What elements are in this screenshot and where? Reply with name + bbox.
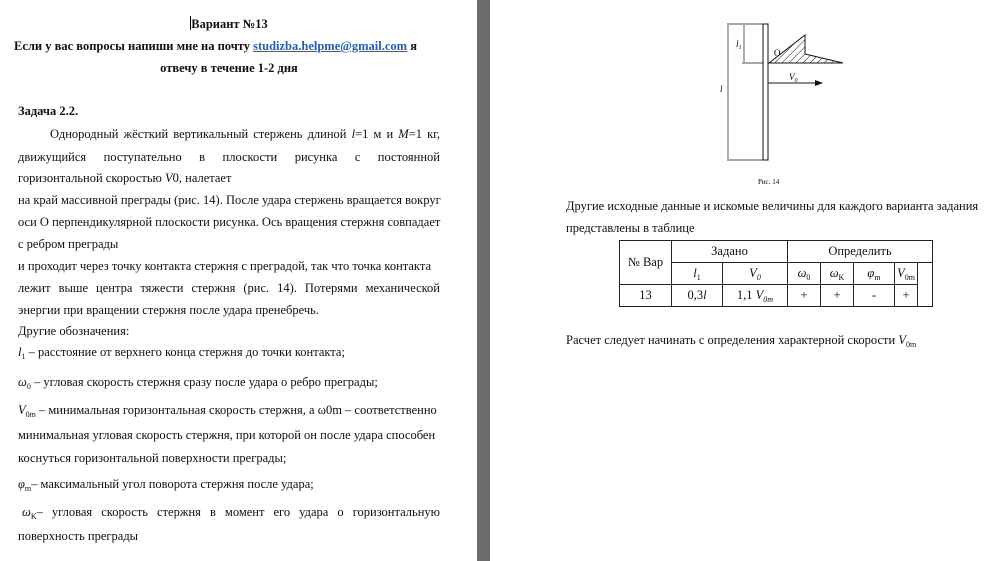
task-paragraph-line: и проходит через точку контакта стержня с преградой, так что точка контакта xyxy=(18,259,432,273)
cell-phim: - xyxy=(854,285,895,307)
page-divider xyxy=(477,0,490,561)
symbol: M xyxy=(398,127,409,141)
calc-line xyxy=(566,332,916,353)
notation-v0m xyxy=(18,402,440,423)
notation-omega0 xyxy=(18,374,440,395)
variant-table xyxy=(619,240,933,307)
contact-line-2: отвечу в течение 1-2 дня xyxy=(160,61,298,75)
text: горизонтальной скоростью xyxy=(18,171,165,185)
subscript: 0m xyxy=(25,410,36,419)
notation-omegaK-cont: поверхность преграды xyxy=(18,529,139,543)
text: Однородный жёсткий вертикальный стержень длиной xyxy=(50,127,352,141)
empty-cell xyxy=(918,263,933,307)
rod xyxy=(763,24,768,160)
table-row xyxy=(620,285,933,307)
notation-l1 xyxy=(18,344,440,365)
symbol: φ xyxy=(18,477,25,491)
notation-omegaK xyxy=(18,504,440,525)
text: – расстояние от верхнего конца стержня до точки контакта; xyxy=(25,345,345,359)
contact-line xyxy=(14,38,454,54)
task-paragraph-line xyxy=(18,170,440,186)
text: – угловая скорость стержня сразу после удара о ребро преграды; xyxy=(30,375,378,389)
text: – минимальная горизонтальная скорость стержня, а ω0m – соответственно xyxy=(35,403,437,417)
header-V0: $V_0$ xyxy=(723,263,788,285)
symbol: l xyxy=(18,345,22,359)
rod-diagram xyxy=(700,10,860,190)
label-l1: $l_1$ xyxy=(736,39,742,51)
text: – угловая скорость стержня в момент его удара о горизонтальную xyxy=(36,505,440,519)
task-paragraph-line: энергии при вращении стержня после удара пренебречь. xyxy=(18,303,320,317)
contact-suffix: я xyxy=(407,39,417,53)
header-phim: $\varphi_m$ xyxy=(854,263,895,285)
notation-v0m-cont: коснуться горизонтальной поверхности преграды; xyxy=(18,451,287,465)
task-heading: Задача 2.2. xyxy=(18,104,79,118)
symbol: V xyxy=(898,333,906,347)
title-text: Вариант №13 xyxy=(191,17,268,31)
symbol: V xyxy=(18,403,26,417)
text: Расчет следует начинать с определения характерной скорости xyxy=(566,333,899,347)
symbol: ω xyxy=(22,505,31,519)
task-paragraph-line: на край массивной преграды (рис. 14). После удара стержень вращается вокруг xyxy=(18,193,441,207)
subscript: 0m xyxy=(905,340,917,349)
right-text-line: Другие исходные данные и искомые величины для каждого варианта задания xyxy=(566,199,979,213)
subscript: K xyxy=(30,512,37,521)
cell-omega0: + xyxy=(788,285,821,307)
task-paragraph-line: Другие обозначения: xyxy=(18,324,130,338)
header-l1: $l_1$ xyxy=(672,263,723,285)
header-omegaK: $\omega_K$ xyxy=(821,263,854,285)
symbol: V xyxy=(165,171,173,185)
cell-l1: 0,3l xyxy=(672,285,723,307)
subscript: m xyxy=(24,484,32,493)
symbol: l xyxy=(351,127,356,141)
task-paragraph-line: оси О перпендикулярной плоскости рисунка. Ось вращения стержня совпадает xyxy=(18,215,441,229)
cell-omegaK: + xyxy=(821,285,854,307)
text: =1 м и xyxy=(355,127,399,141)
symbol: ω xyxy=(18,375,27,389)
header-V0m: $V_{0m}$ xyxy=(895,263,918,285)
text: =1 кг, xyxy=(408,127,441,141)
figure-14 xyxy=(700,10,860,195)
text: 0, налетает xyxy=(172,171,232,185)
notation-phim xyxy=(18,476,440,497)
right-text-line: представлены в таблице xyxy=(566,221,695,235)
email-link[interactable]: studizba.helpme@gmail.com xyxy=(253,39,408,53)
task-paragraph-line: лежит выше центра тяжести стержня (рис. 14). Потерями механической xyxy=(18,281,440,295)
document-title xyxy=(18,16,440,32)
subscript: 1 xyxy=(21,352,26,361)
header-var: № Вар xyxy=(620,241,672,285)
task-paragraph-line xyxy=(18,126,440,142)
label-O: O xyxy=(774,48,781,58)
task-paragraph-line: движущийся поступательно в плоскости рисунка с постоянной xyxy=(18,150,440,164)
task-paragraph-line: с ребром преграды xyxy=(18,237,119,251)
cell-V0m: + xyxy=(895,285,918,307)
header-given: Задано xyxy=(672,241,788,263)
header-omega0: $\omega_0$ xyxy=(788,263,821,285)
label-V0: $V_0$ xyxy=(789,72,798,84)
subscript: 0 xyxy=(26,382,31,391)
figure-caption: Рис. 14 xyxy=(758,178,780,186)
contact-prefix: Если у вас вопросы напиши мне на почту xyxy=(14,39,254,53)
label-l: l xyxy=(720,84,723,94)
header-find: Определить xyxy=(788,241,933,263)
cell-V0: 1,1 $V_{0m}$ xyxy=(723,285,788,307)
text: – максимальный угол поворота стержня после удара; xyxy=(31,477,314,491)
notation-v0m-cont: минимальная угловая скорость стержня, при которой он после удара способен xyxy=(18,428,436,442)
cell-var: 13 xyxy=(620,285,672,307)
